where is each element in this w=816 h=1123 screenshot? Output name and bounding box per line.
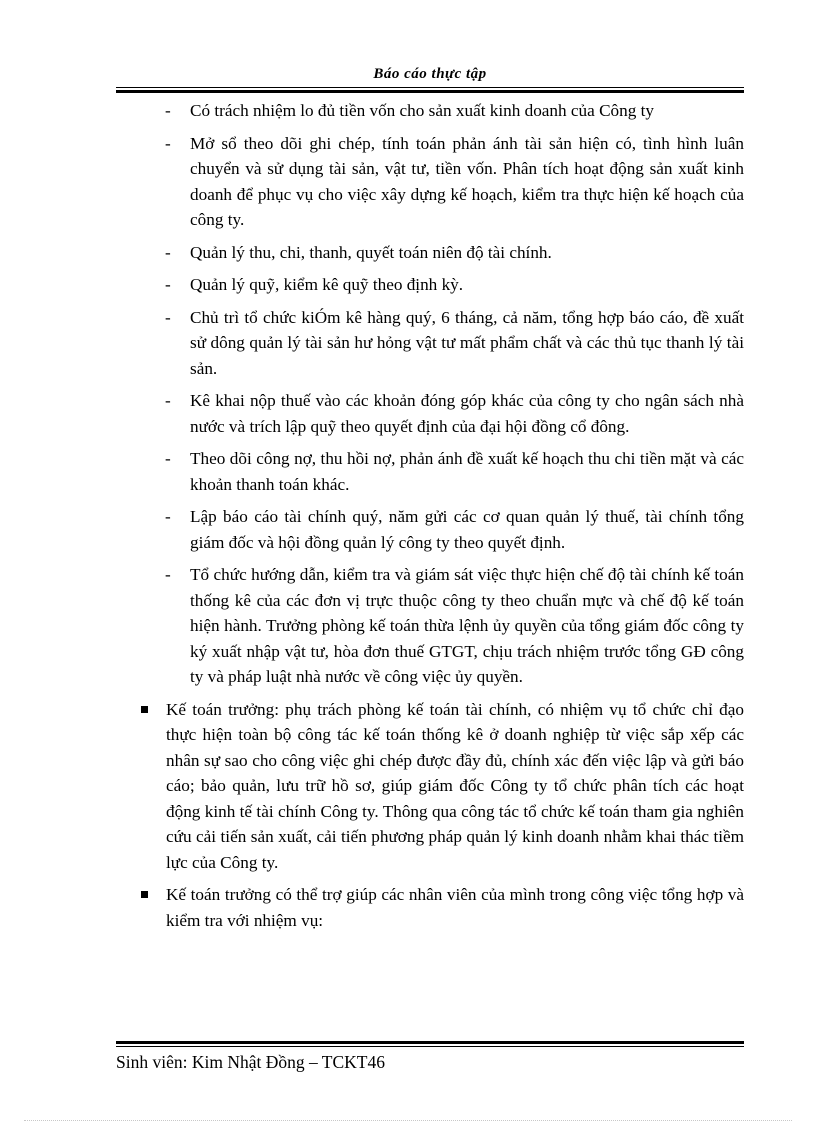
dash-list-item (116, 131, 744, 233)
dash-marker: - (165, 101, 171, 120)
footer-rule-thick (116, 1041, 744, 1044)
dash-list-item (116, 388, 744, 439)
square-bullet-icon (141, 891, 148, 898)
dash-item-text: Mở sổ theo dõi ghi chép, tính toán phản ánh tài sản hiện có, tình hình luân chuyển và sử dụng tài sản, vật tư, tiền vốn. Phân tích hoạt động sản xuất kinh doanh để phục vụ cho việc xây dựng kế hoạch, kiểm tra thực hiện kế hoạch của công ty. (190, 133, 744, 229)
dash-marker: - (165, 391, 171, 410)
dash-list-item (116, 562, 744, 690)
dash-marker: - (165, 565, 171, 584)
bullet-list-item (116, 882, 744, 933)
dash-marker: - (165, 133, 171, 153)
dash-item-text: Có trách nhiệm lo đủ tiền vốn cho sản xuất kinh doanh của Công ty (190, 101, 654, 120)
dash-item-text: Lập báo cáo tài chính quý, năm gửi các cơ quan quản lý thuế, tài chính tổng giám đốc và hội đồng quản lý công ty theo quyết định. (190, 507, 744, 552)
page-bottom-dotted-line (24, 1120, 792, 1121)
bullet-list-item (116, 697, 744, 876)
dash-item-text: Theo dõi công nợ, thu hồi nợ, phản ánh đề xuất kế hoạch thu chi tiền mặt và các khoản thanh toán khác. (190, 449, 744, 494)
square-bullet-icon (141, 706, 148, 713)
footer-student-name: Sinh viên: Kim Nhật Đồng – TCKT46 (116, 1052, 385, 1072)
body-content (116, 98, 744, 940)
dash-list-item (116, 98, 744, 124)
dash-list-item (116, 240, 744, 266)
dash-marker: - (165, 275, 171, 294)
dash-list-item (116, 305, 744, 382)
dash-item-text: Chủ trì tổ chức kiÓm kê hàng quý, 6 tháng, cả năm, tổng hợp báo cáo, đề xuất sử dông quản lý tài sản hư hỏng vật tư mất phẩm chất và các thủ tục thanh lý tài sản. (190, 307, 744, 378)
dash-marker: - (165, 307, 171, 327)
bullet-item-text: Kế toán trưởng có thể trợ giúp các nhân viên của mình trong công việc tổng hợp và kiểm tra với nhiệm vụ: (166, 885, 744, 930)
footer-rule-thin (116, 1046, 744, 1047)
dash-item-text: Quản lý quỹ, kiểm kê quỹ theo định kỳ. (190, 275, 464, 294)
dash-marker: - (165, 507, 171, 526)
bullet-item-text: Kế toán trưởng: phụ trách phòng kế toán tài chính, có nhiệm vụ tổ chức chỉ đạo thực hiện toàn bộ công tác kế toán thống kê ở doanh nghiệp từ việc sắp xếp các nhân sự sao cho công việc ghi chép được đầy đủ, chính xác đến việc lập và gửi báo cáo; bảo quản, lưu trữ hồ sơ, giúp giám đốc Công ty tổ chức phân tích các hoạt động kinh tế tài chính Công ty. Thông qua công tác tổ chức kế toán tham gia nghiên cứu cải tiến sản xuất, cải tiến phương pháp quản lý kinh doanh nhằm khai thác tiềm lực của Công ty. (166, 699, 744, 872)
dash-item-text: Tổ chức hướng dẫn, kiểm tra và giám sát việc thực hiện chế độ tài chính kế toán thống kê của các đơn vị trực thuộc công ty theo chuẩn mực và chế độ kế toán hiện hành. Trưởng phòng kế toán thừa lệnh ủy quyền của tổng giám đốc công ty ký xuất nhập vật tư, hòa đơn thuế GTGT, chịu trách nhiệm trước tổng GĐ công ty và pháp luật nhà nước về công việc ủy quyền. (190, 565, 744, 686)
dash-marker: - (165, 242, 171, 262)
dash-item-text: Quản lý thu, chi, thanh, quyết toán niên độ tài chính. (190, 242, 552, 262)
header-rule-thick (116, 90, 744, 93)
dash-list-item (116, 504, 744, 555)
dash-list-item (116, 446, 744, 497)
header-rule-thin (116, 87, 744, 88)
dash-item-text: Kê khai nộp thuế vào các khoản đóng góp khác của công ty cho ngân sách nhà nước và trích lập quỹ theo quyết định của đại hội đồng cổ đông. (190, 391, 744, 436)
report-header-title: Báo cáo thực tập (373, 66, 487, 82)
dash-list-item (116, 272, 744, 298)
dash-marker: - (165, 449, 171, 468)
